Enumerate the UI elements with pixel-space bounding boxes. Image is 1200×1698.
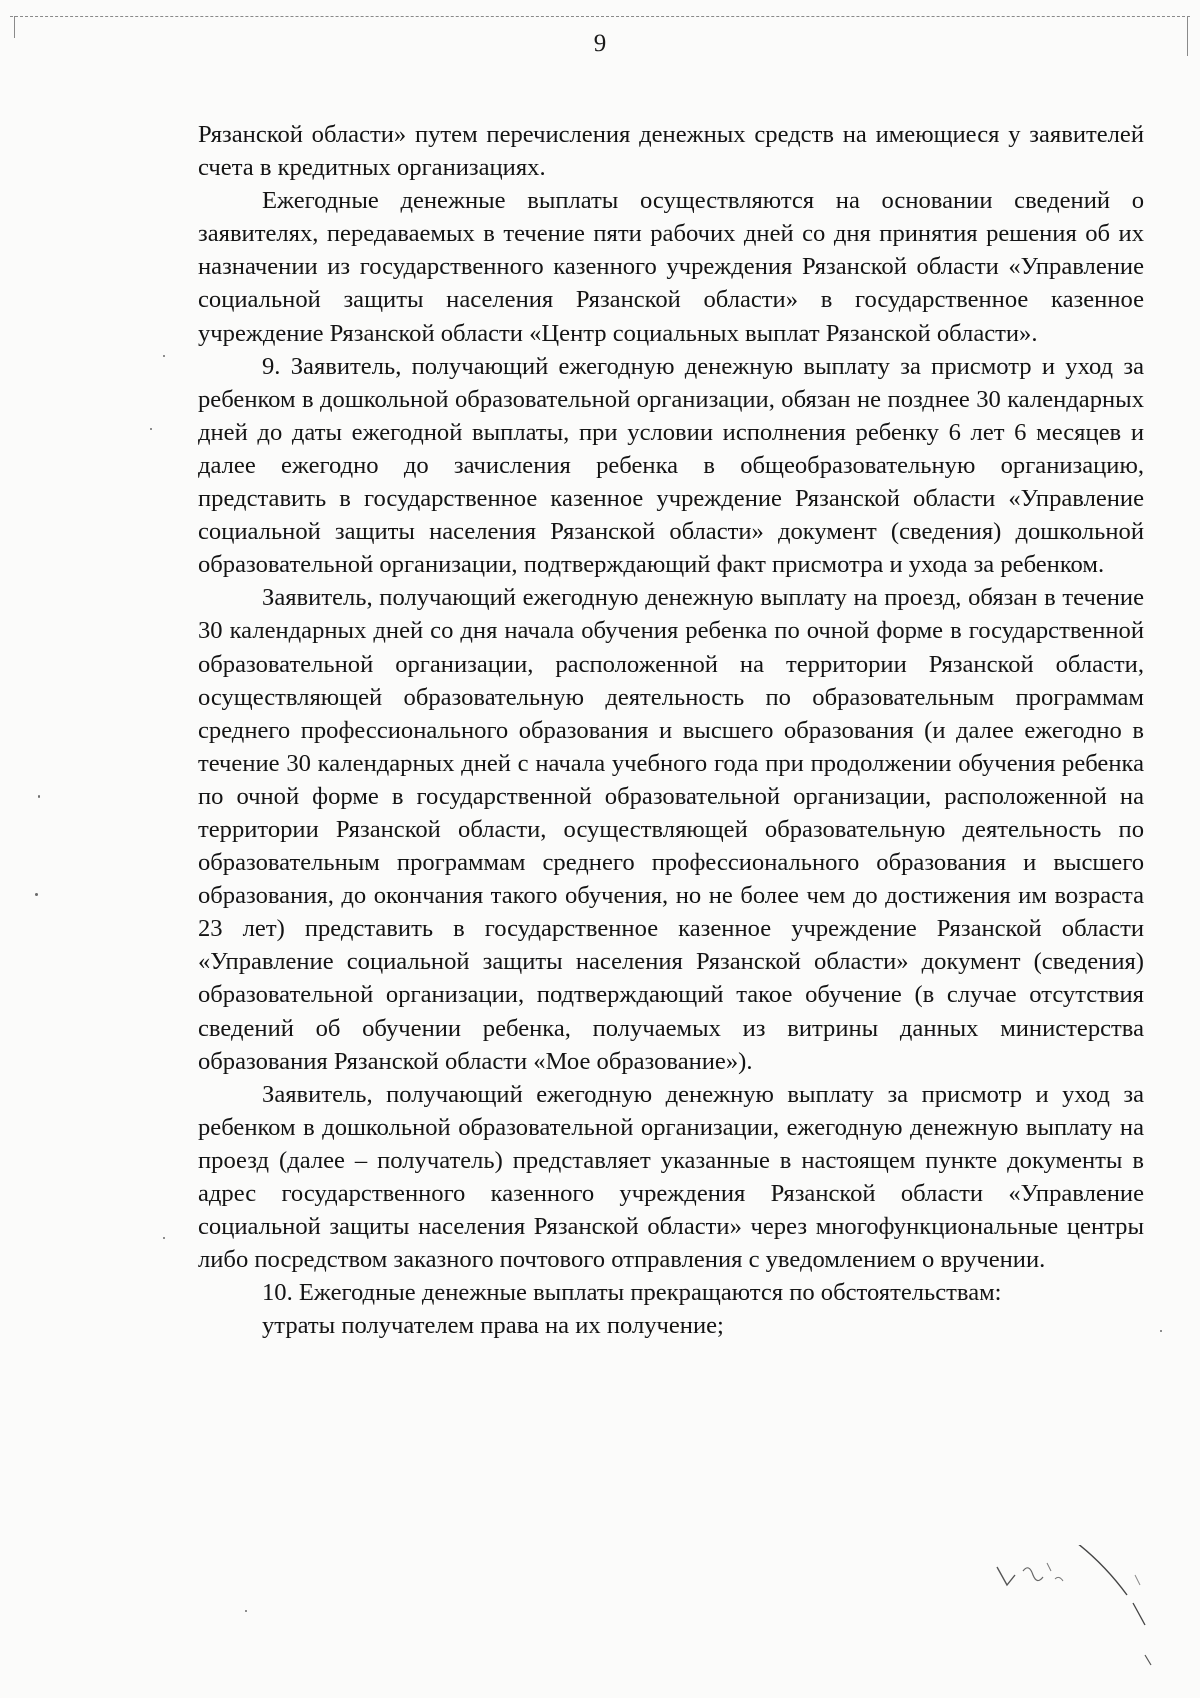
scan-speck — [38, 795, 40, 798]
paragraph-recipient-documents: Заявитель, получающий ежегодную денежную выплату за присмотр и уход за ребенком в дошкольной образовательной организации, ежегодную денежную выплату на проезд (далее – получатель) представляет указанные в настоящем пункте документы в адрес государственного казенного учреждения Рязанской области «Управление социальной защиты населения Рязанской области» через многофункциональные центры либо посредством заказного почтового отправления с уведомлением о вручении. — [198, 1080, 1144, 1274]
document-body — [198, 118, 1144, 1342]
handwritten-signature — [985, 1545, 1175, 1675]
scan-speck — [1160, 1330, 1162, 1332]
scan-speck — [150, 428, 152, 430]
scan-speck — [35, 893, 38, 896]
scan-edge-top — [10, 16, 1190, 17]
scan-speck — [163, 1237, 165, 1239]
paragraph-item-10-reason: утраты получателем права на их получение; — [262, 1312, 724, 1340]
paragraph-travel-payment: Заявитель, получающий ежегодную денежную выплату на проезд, обязан в течение 30 календарных дней со дня начала обучения ребенка по очной форме в государственной образовательной организации, расположенной на территории Рязанской области, осуществляющей образовательную деятельность по образовательным программам среднего профессионального образования и высшего образования (и далее ежегодно в течение 30 календарных дней с начала учебного года при продолжении обучения ребенка по очной форме в государственной образовательной организации, расположенной на территории Рязанской области, осуществляющей образовательную деятельность по образовательным программам среднего профессионального образования и высшего образования, до окончания такого обучения, но не более чем до достижения им возраста 23 лет) представить в государственное казенное учреждение Рязанской области «Управление социальной защиты населения Рязанской области» документ (сведения) образовательной организации, подтверждающий такое обучение (в случае отсутствия сведений об обучении ребенка, получаемых из витрины данных министерства образования Рязанской области «Мое образование»). — [198, 584, 1144, 1075]
paragraph-continuation: Рязанской области» путем перечисления денежных средств на имеющиеся у заявителей счета в кредитных организациях. — [198, 121, 1144, 182]
paragraph-item-9: 9. Заявитель, получающий ежегодную денежную выплату за присмотр и уход за ребенком в дошкольной образовательной организации, обязан не позднее 30 календарных дней до даты ежегодной выплаты, при условии исполнения ребенку 6 лет 6 месяцев и далее ежегодно до зачисления ребенка в общеобразовательную организацию, представить в государственное казенное учреждение Рязанской области «Управление социальной защиты населения Рязанской области» документ (сведения) дошкольной образовательной организации, подтверждающий факт присмотра и ухода за ребенком. — [198, 352, 1144, 579]
paragraph-payment-basis: Ежегодные денежные выплаты осуществляются на основании сведений о заявителях, передаваемых в течение пяти рабочих дней со дня принятия решения об их назначении из государственного казенного учреждения Рязанской области «Управление социальной защиты населения Рязанской области» в государственное казенное учреждение Рязанской области «Центр социальных выплат Рязанской области». — [198, 187, 1144, 347]
page-number: 9 — [593, 30, 607, 57]
paragraph-item-10: 10. Ежегодные денежные выплаты прекращаются по обстоятельствам: — [262, 1279, 1002, 1307]
scan-speck — [245, 1610, 247, 1612]
scan-speck — [163, 355, 165, 357]
